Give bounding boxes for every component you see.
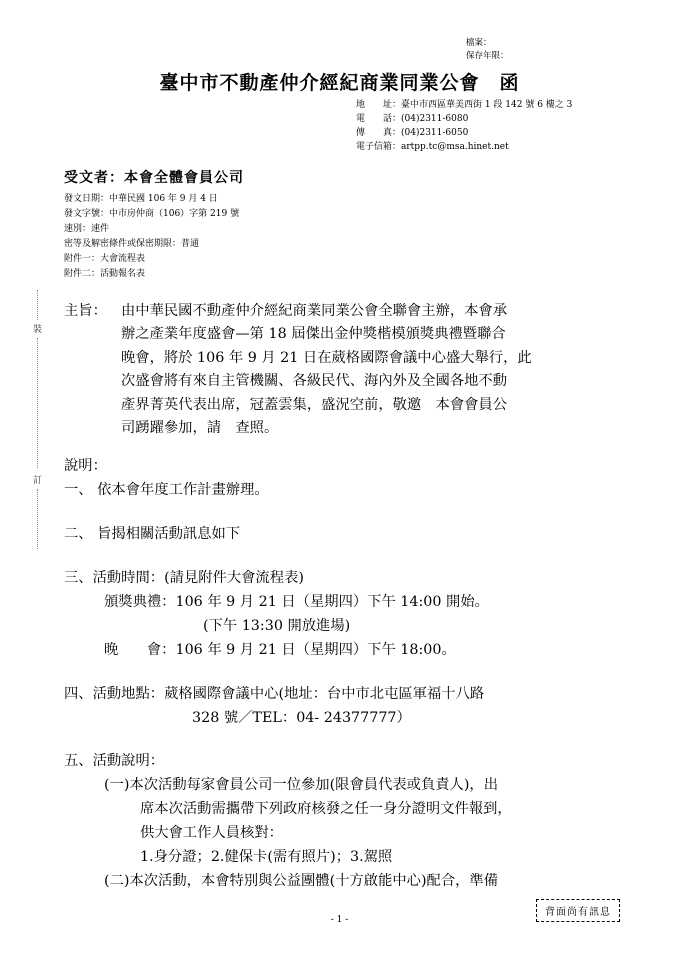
binding-line-middle [37, 338, 39, 468]
subject-line: 由中華民國不動產仲介經紀商業同業公會全聯會主辦，本會承 [121, 303, 508, 319]
recipient: 受文者：本會全體會員公司 [64, 170, 244, 186]
subject-line: 辦之產業年度盛會—第 18 屆傑出金仲獎楷模頒獎典禮暨聯合 [121, 326, 506, 342]
explanation-label: 說明： [64, 458, 107, 474]
explanation-item-3-heading: 三、活動時間：(請見附件大會流程表) [64, 570, 304, 586]
fax-line: 傳 真：(04)2311-6050 [356, 128, 469, 138]
subject-line: 司踴躍參加，請 查照。 [121, 420, 279, 436]
subject-line: 次盛會將有來自主管機關、各級民代、海內外及全國各地不動 [121, 373, 508, 389]
archive-file-label: 檔案： [466, 38, 492, 48]
ceremony-open-time: (下午 13:30 開放進場) [203, 618, 351, 634]
subject-line: 產界菁英代表出席，冠蓋雲集，盛況空前，敬邀 本會會員公 [121, 397, 508, 413]
explanation-item-4-line-1: 四、活動地點：葳格國際會議中心(地址：台中市北屯區軍福十八路 [64, 686, 485, 702]
document-title: 臺中市不動產仲介經紀商業同業公會 函 [159, 72, 520, 94]
party-time: 晚 會：106 年 9 月 21 日（星期四）下午 18:00。 [104, 642, 456, 658]
page-number: - 1 - [330, 915, 349, 925]
explanation-item-5-heading: 五、活動說明： [64, 753, 165, 769]
archive-retention-label: 保存年限： [466, 51, 509, 61]
explanation-item-2: 二、 旨揭相關活動訊息如下 [64, 526, 241, 542]
delivery-speed: 速別：速件 [64, 224, 110, 234]
binding-line-top [37, 290, 39, 320]
classification: 密等及解密條件或保密期限：普通 [64, 239, 200, 249]
subject-line: 晚會，將於 106 年 9 月 21 日在葳格國際會議中心盛大舉行，此 [121, 350, 532, 366]
binding-mark-zhuang: 裝 [33, 325, 43, 335]
item-5-1-line: (一)本次活動每家會員公司一位參加(限會員代表或負責人)，出 [104, 777, 499, 793]
attachment-2: 附件二：活動報名表 [64, 269, 146, 279]
continued-notice: 背面尚有訊息 [536, 899, 620, 922]
issue-date: 發文日期：中華民國 106 年 9 月 4 日 [64, 194, 218, 204]
binding-line-bottom [37, 489, 39, 549]
reference-number: 發文字號：中市房仲商（106）字第 219 號 [64, 209, 240, 219]
email-line: 電子信箱：artpp.tc@msa.hinet.net [356, 142, 509, 152]
item-5-1-line: 1.身分證；2.健保卡(需有照片)；3.駕照 [140, 849, 393, 865]
binding-mark-ding: 訂 [33, 476, 43, 486]
subject-label: 主旨： [64, 303, 107, 319]
attachment-1: 附件一：大會流程表 [64, 254, 146, 264]
address-line: 地 址：臺中市西區華美西街 1 段 142 號 6 樓之 3 [356, 100, 573, 110]
explanation-item-4-line-2: 328 號／TEL：04- 24377777） [192, 710, 411, 726]
item-5-1-line: 席本次活動需攜帶下列政府核發之任一身分證明文件報到， [140, 801, 512, 817]
phone-line: 電 話：(04)2311-6080 [356, 114, 469, 124]
ceremony-time: 頒獎典禮：106 年 9 月 21 日（星期四）下午 14:00 開始。 [104, 594, 489, 610]
item-5-2-line: (二)本次活動，本會特別與公益團體(十方啟能中心)配合，準備 [104, 873, 499, 889]
explanation-item-1: 一、 依本會年度工作計畫辦理。 [64, 482, 269, 498]
item-5-1-line: 供大會工作人員核對： [140, 825, 283, 841]
